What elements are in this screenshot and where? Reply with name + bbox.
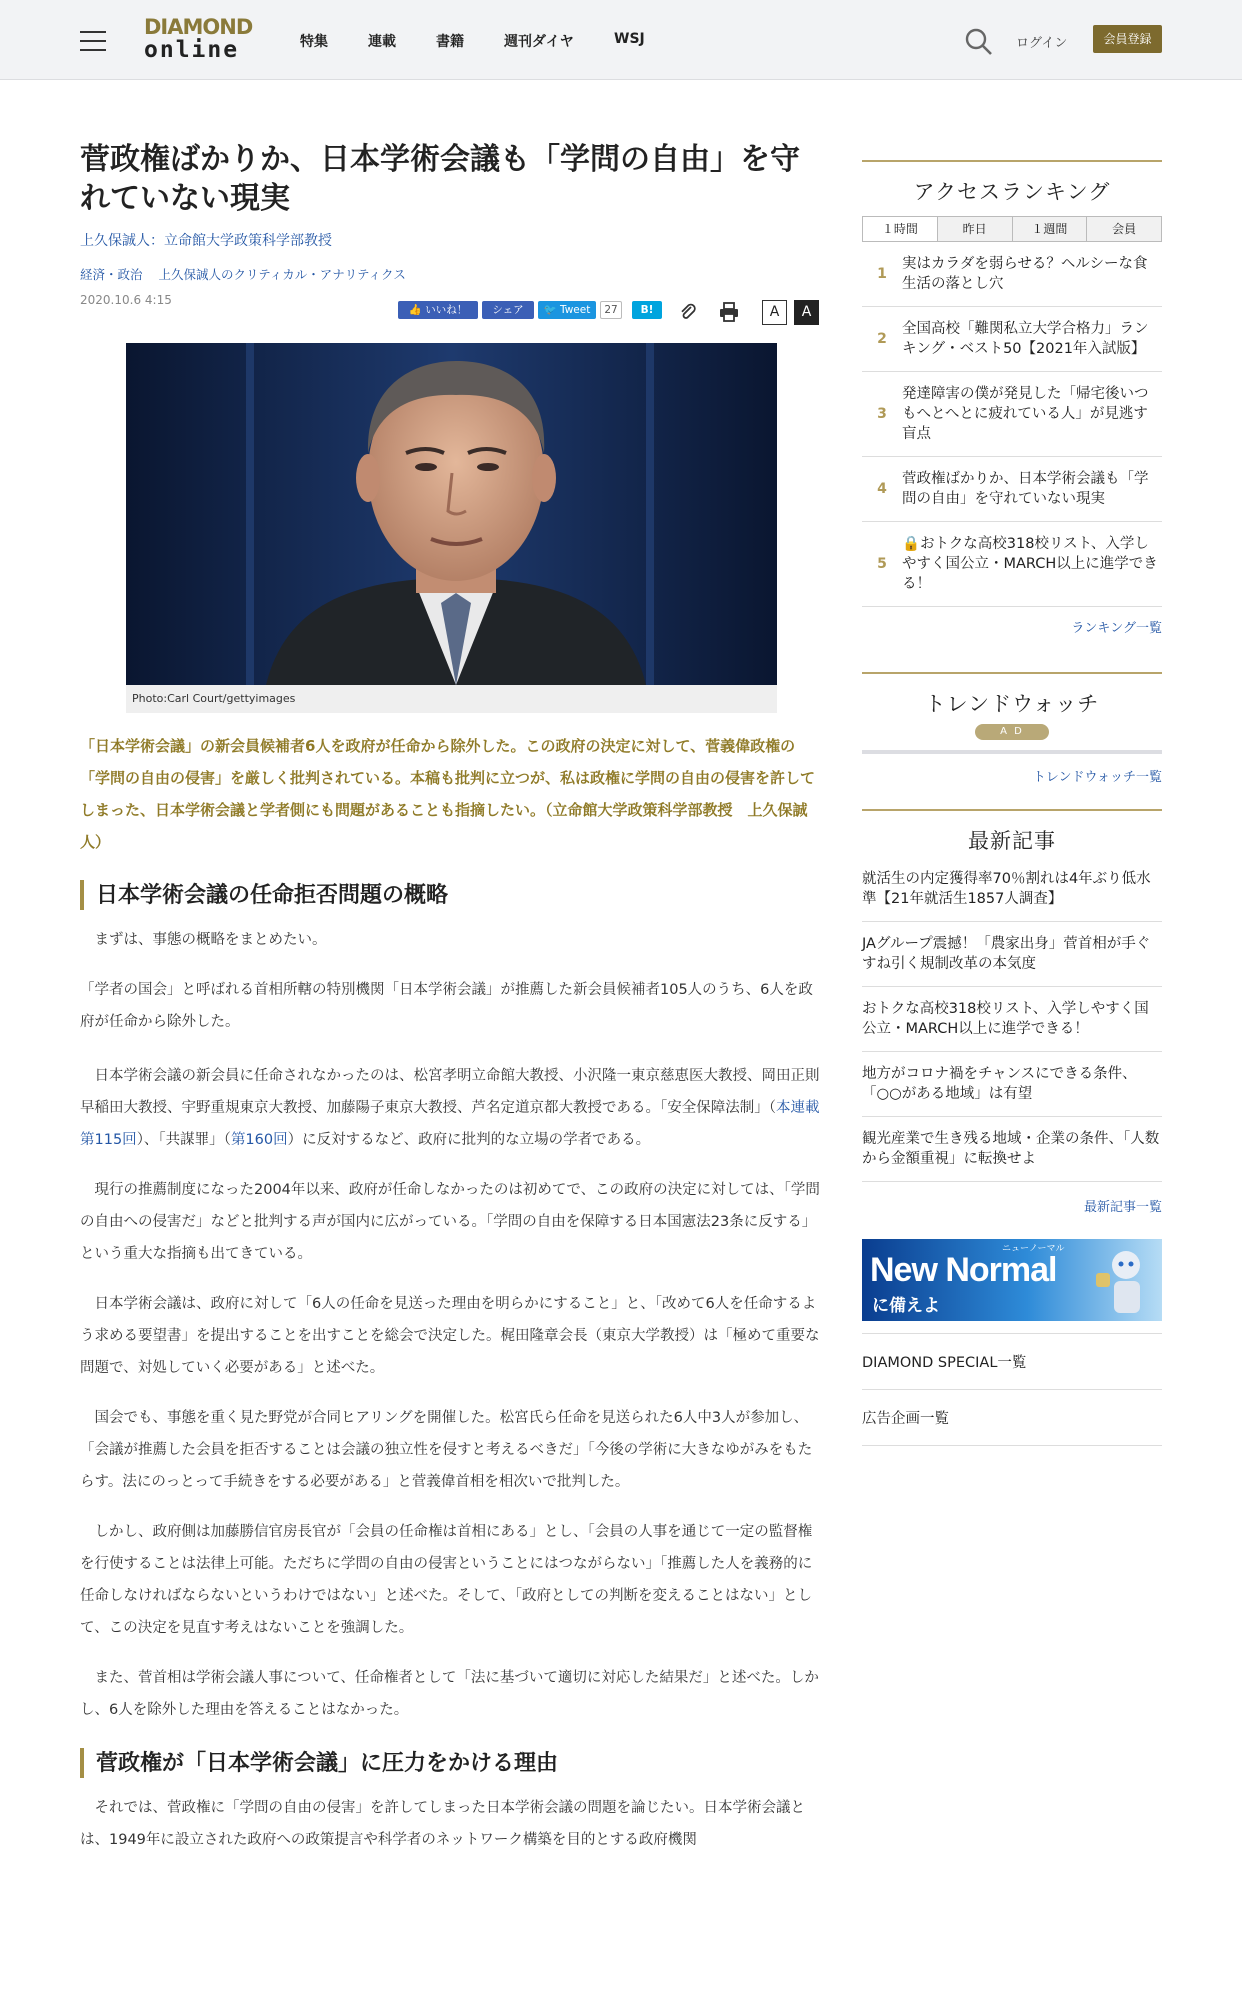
banner-ruby: ニューノーマル: [1002, 1244, 1065, 1254]
banner-subtitle: に備えよ: [872, 1296, 940, 1316]
article-lead: 「日本学術会議」の新会員候補者6人を政府が任命から除外した。この政府の決定に対して、菅義偉政権の「学問の自由の侵害」を厳しく批判されている。本稿も批判に立つが、私は政権に学問の自由の侵害を許してしまった、日本学術会議と学者側にも問題があることも指摘したい。（立命館大学政策科学部教授 上久保誠人）: [80, 737, 816, 851]
site-logo[interactable]: [144, 17, 254, 62]
paragraph: 現行の推薦制度になった2004年以来、政府が任命しなかったのは初めてで、この政府の決定に対しては、「学問の自由への侵害だ」などと批判する声が国内に広がっている。「学問の自由を保障する日本国憲法23条に反する」という重大な指摘も出てきている。: [80, 1182, 820, 1262]
new-normal-banner[interactable]: [862, 1239, 1162, 1321]
article-photo: [126, 343, 777, 713]
ranking-item[interactable]: [862, 522, 1162, 607]
latest-articles: [862, 809, 1162, 1215]
ad-badge: A D: [975, 724, 1049, 740]
link-rensai-115[interactable]: 本連載第115回: [80, 1100, 820, 1148]
nav-weekly-diamond[interactable]: 週刊ダイヤ: [504, 34, 574, 50]
nav-tokushu[interactable]: 特集: [300, 34, 328, 50]
category-link[interactable]: 上久保誠人のクリティカル・アナリティクス: [158, 267, 406, 282]
paragraph: しかし、政府側は加藤勝信官房長官が「会員の任命権は首相にある」とし、「会員の人事を通じて一定の監督権を行使することは法律上可能。ただちに学問の自由の侵害ということにはつながらない」「推薦した人を義務的に任命しなければならないというわけではない」と述べた。そして、「政府としての判断を変えることはない」として、この決定を見直す考えはないことを強調した。: [80, 1524, 813, 1636]
logo-online: online: [144, 37, 240, 63]
trend-more-link[interactable]: トレンドウォッチ一覧: [1032, 770, 1162, 785]
print-icon[interactable]: [718, 301, 740, 323]
trend-watch: [862, 672, 1162, 785]
nav-rensai[interactable]: 連載: [368, 34, 396, 50]
tweet-button[interactable]: 🐦 Tweet: [538, 301, 596, 319]
latest-more-link[interactable]: 最新記事一覧: [1083, 1200, 1162, 1215]
logo-diamond: DIAMOND: [144, 15, 253, 39]
robot-icon: [1090, 1243, 1160, 1319]
paragraph: 日本学術会議は、政府に対して「6人の任命を見送った理由を明らかにすること」と、「改めて6人を任命するよう求める要望書」を提出することを出すことを総会で決定した。梶田隆章会長（東京大学教授）は「極めて重要な問題で、対処していく必要がある」と述べた。: [80, 1296, 820, 1376]
rank-title: 全国高校「難関私立大学合格力」ランキング・ベスト50【2021年入試版】: [902, 321, 1149, 357]
tab-1-week[interactable]: １週間: [1012, 217, 1087, 241]
rank-number: 4: [877, 481, 887, 497]
text: ）、「共謀罪」（: [136, 1132, 231, 1148]
section-heading: 菅政権が「日本学術会議」に圧力をかける理由: [80, 1748, 822, 1778]
paragraph: [80, 1060, 822, 1156]
tab-1-hour[interactable]: １時間: [863, 217, 937, 241]
facebook-share-button[interactable]: シェア: [482, 301, 534, 319]
latest-item[interactable]: おトクな高校318校リスト、入学しやすく国公立・MARCH以上に進学できる！: [862, 987, 1162, 1052]
category-link[interactable]: 経済・政治: [80, 267, 143, 282]
article-author[interactable]: 上久保誠人：立命館大学政策科学部教授: [80, 233, 332, 249]
latest-item[interactable]: 就活生の内定獲得率70％割れは4年ぶり低水準【21年就活生1857人調査】: [862, 869, 1162, 922]
article-categories: [80, 265, 822, 283]
article: [80, 140, 822, 1856]
login-link[interactable]: ログイン: [1016, 36, 1068, 51]
nav-wsj[interactable]: WSJ: [614, 31, 645, 47]
rank-number: 2: [877, 331, 887, 347]
font-size-large-button[interactable]: A: [794, 300, 819, 325]
rank-number: 3: [877, 406, 887, 422]
latest-item[interactable]: 観光産業で生き残る地域・企業の条件、「人数から金額重視」に転換せよ: [862, 1117, 1162, 1182]
rank-number: 5: [877, 556, 887, 572]
latest-item[interactable]: JAグループ震撼！「農家出身」菅首相が手ぐすね引く規制改革の本気度: [862, 922, 1162, 987]
paragraph: また、菅首相は学術会議人事について、任命権者として「法に基づいて適切に対応した結果だ」と述べた。しかし、6人を除外した理由を答えることはなかった。: [80, 1670, 819, 1718]
ranking-item[interactable]: [862, 457, 1162, 522]
access-ranking: [862, 160, 1162, 636]
ranking-tabs: [862, 216, 1162, 242]
hamburger-menu-icon[interactable]: [80, 31, 106, 51]
special-links: [862, 1333, 1162, 1446]
rank-title-text: おトクな高校318校リスト、入学しやすく国公立・MARCH以上に進学できる！: [902, 536, 1158, 592]
latest-item[interactable]: 地方がコロナ禍をチャンスにできる条件、「○○がある地域」は有望: [862, 1052, 1162, 1117]
text: 日本学術会議の新会員に任命されなかったのは、松宮孝明立命館大教授、小沢隆一東京慈恵医大教授、岡田正則早稲田大教授、宇野重規東京大教授、加藤陽子東京大教授、芦名定道京都大教授である。「安全保障法制」（: [80, 1068, 820, 1116]
tweet-count: 27: [600, 301, 622, 319]
paragraph: まずは、事態の概略をまとめたい。: [80, 932, 327, 948]
article-meta: [80, 291, 822, 321]
rank-title: 実はカラダを弱らせる？ヘルシーな食生活の落とし穴: [902, 256, 1148, 292]
banner-title: New Normal: [870, 1251, 1057, 1289]
article-date: 2020.10.6 4:15: [80, 293, 172, 307]
site-header: [0, 0, 1242, 80]
link-rensai-160[interactable]: 第160回: [230, 1132, 288, 1148]
ranking-item[interactable]: [862, 242, 1162, 307]
trend-title: トレンドウォッチ: [924, 692, 1100, 716]
rank-title: [902, 534, 1162, 594]
article-title: 菅政権ばかりか、日本学術会議も「学問の自由」を守れていない現実: [80, 142, 800, 216]
clip-icon[interactable]: [678, 302, 698, 322]
suga-portrait-image: [126, 343, 777, 685]
ad-projects-link[interactable]: 広告企画一覧: [862, 1390, 1162, 1446]
register-button[interactable]: 会員登録: [1093, 25, 1162, 53]
paragraph: それでは、菅政権に「学問の自由の侵害」を許してしまった日本学術会議の問題を論じたい。日本学術会議とは、1949年に設立された政府への政策提言や科学者のネットワーク構築を目的とする政府機関: [80, 1800, 805, 1848]
latest-title: 最新記事: [968, 829, 1056, 853]
nav-shoseki[interactable]: 書籍: [436, 34, 464, 50]
font-size-small-button[interactable]: A: [762, 300, 787, 325]
sidebar: [862, 160, 1162, 1446]
ranking-more-link[interactable]: ランキング一覧: [1071, 621, 1162, 636]
rank-title: 菅政権ばかりか、日本学術会議も「学問の自由」を守れていない現実: [902, 471, 1149, 507]
diamond-special-link[interactable]: DIAMOND SPECIAL一覧: [862, 1334, 1162, 1390]
ranking-title: アクセスランキング: [913, 180, 1111, 204]
search-icon[interactable]: [964, 27, 994, 57]
like-label: いいね！: [425, 304, 468, 316]
facebook-like-button[interactable]: 👍 いいね！: [398, 301, 478, 319]
paragraph: 国会でも、事態を重く見た野党が合同ヒアリングを開催した。松宮氏ら任命を見送られた6人中3人が参加し、「会議が推薦した会員を拒否することは会議の独立性を侵すと考えるべきだ」「今後の学術に大きなゆがみをもたらす。法にのっとって手続きをする必要がある」と菅義偉首相を相次いで批判した。: [80, 1410, 813, 1490]
lock-icon: 🔒: [902, 536, 921, 552]
tab-members[interactable]: 会員: [1086, 217, 1161, 241]
divider: [862, 750, 1162, 754]
rank-title: 発達障害の僕が発見した「帰宅後いつもへとへとに疲れている人」が見逃す盲点: [902, 386, 1149, 442]
section-heading: 日本学術会議の任命拒否問題の概略: [80, 880, 822, 910]
text: ）に反対するなど、政府に批判的な立場の学者である。: [287, 1132, 651, 1148]
ranking-item[interactable]: [862, 307, 1162, 372]
rank-number: 1: [877, 266, 887, 282]
paragraph: 「学者の国会」と呼ばれる首相所轄の特別機関「日本学術会議」が推薦した新会員候補者105人のうち、6人を政府が任命から除外した。: [80, 982, 813, 1030]
tab-yesterday[interactable]: 昨日: [937, 217, 1012, 241]
hatena-bookmark-button[interactable]: B!: [632, 301, 662, 319]
ranking-item[interactable]: [862, 372, 1162, 457]
tweet-label: Tweet: [560, 304, 591, 316]
photo-caption: Photo:Carl Court/gettyimages: [126, 685, 777, 713]
